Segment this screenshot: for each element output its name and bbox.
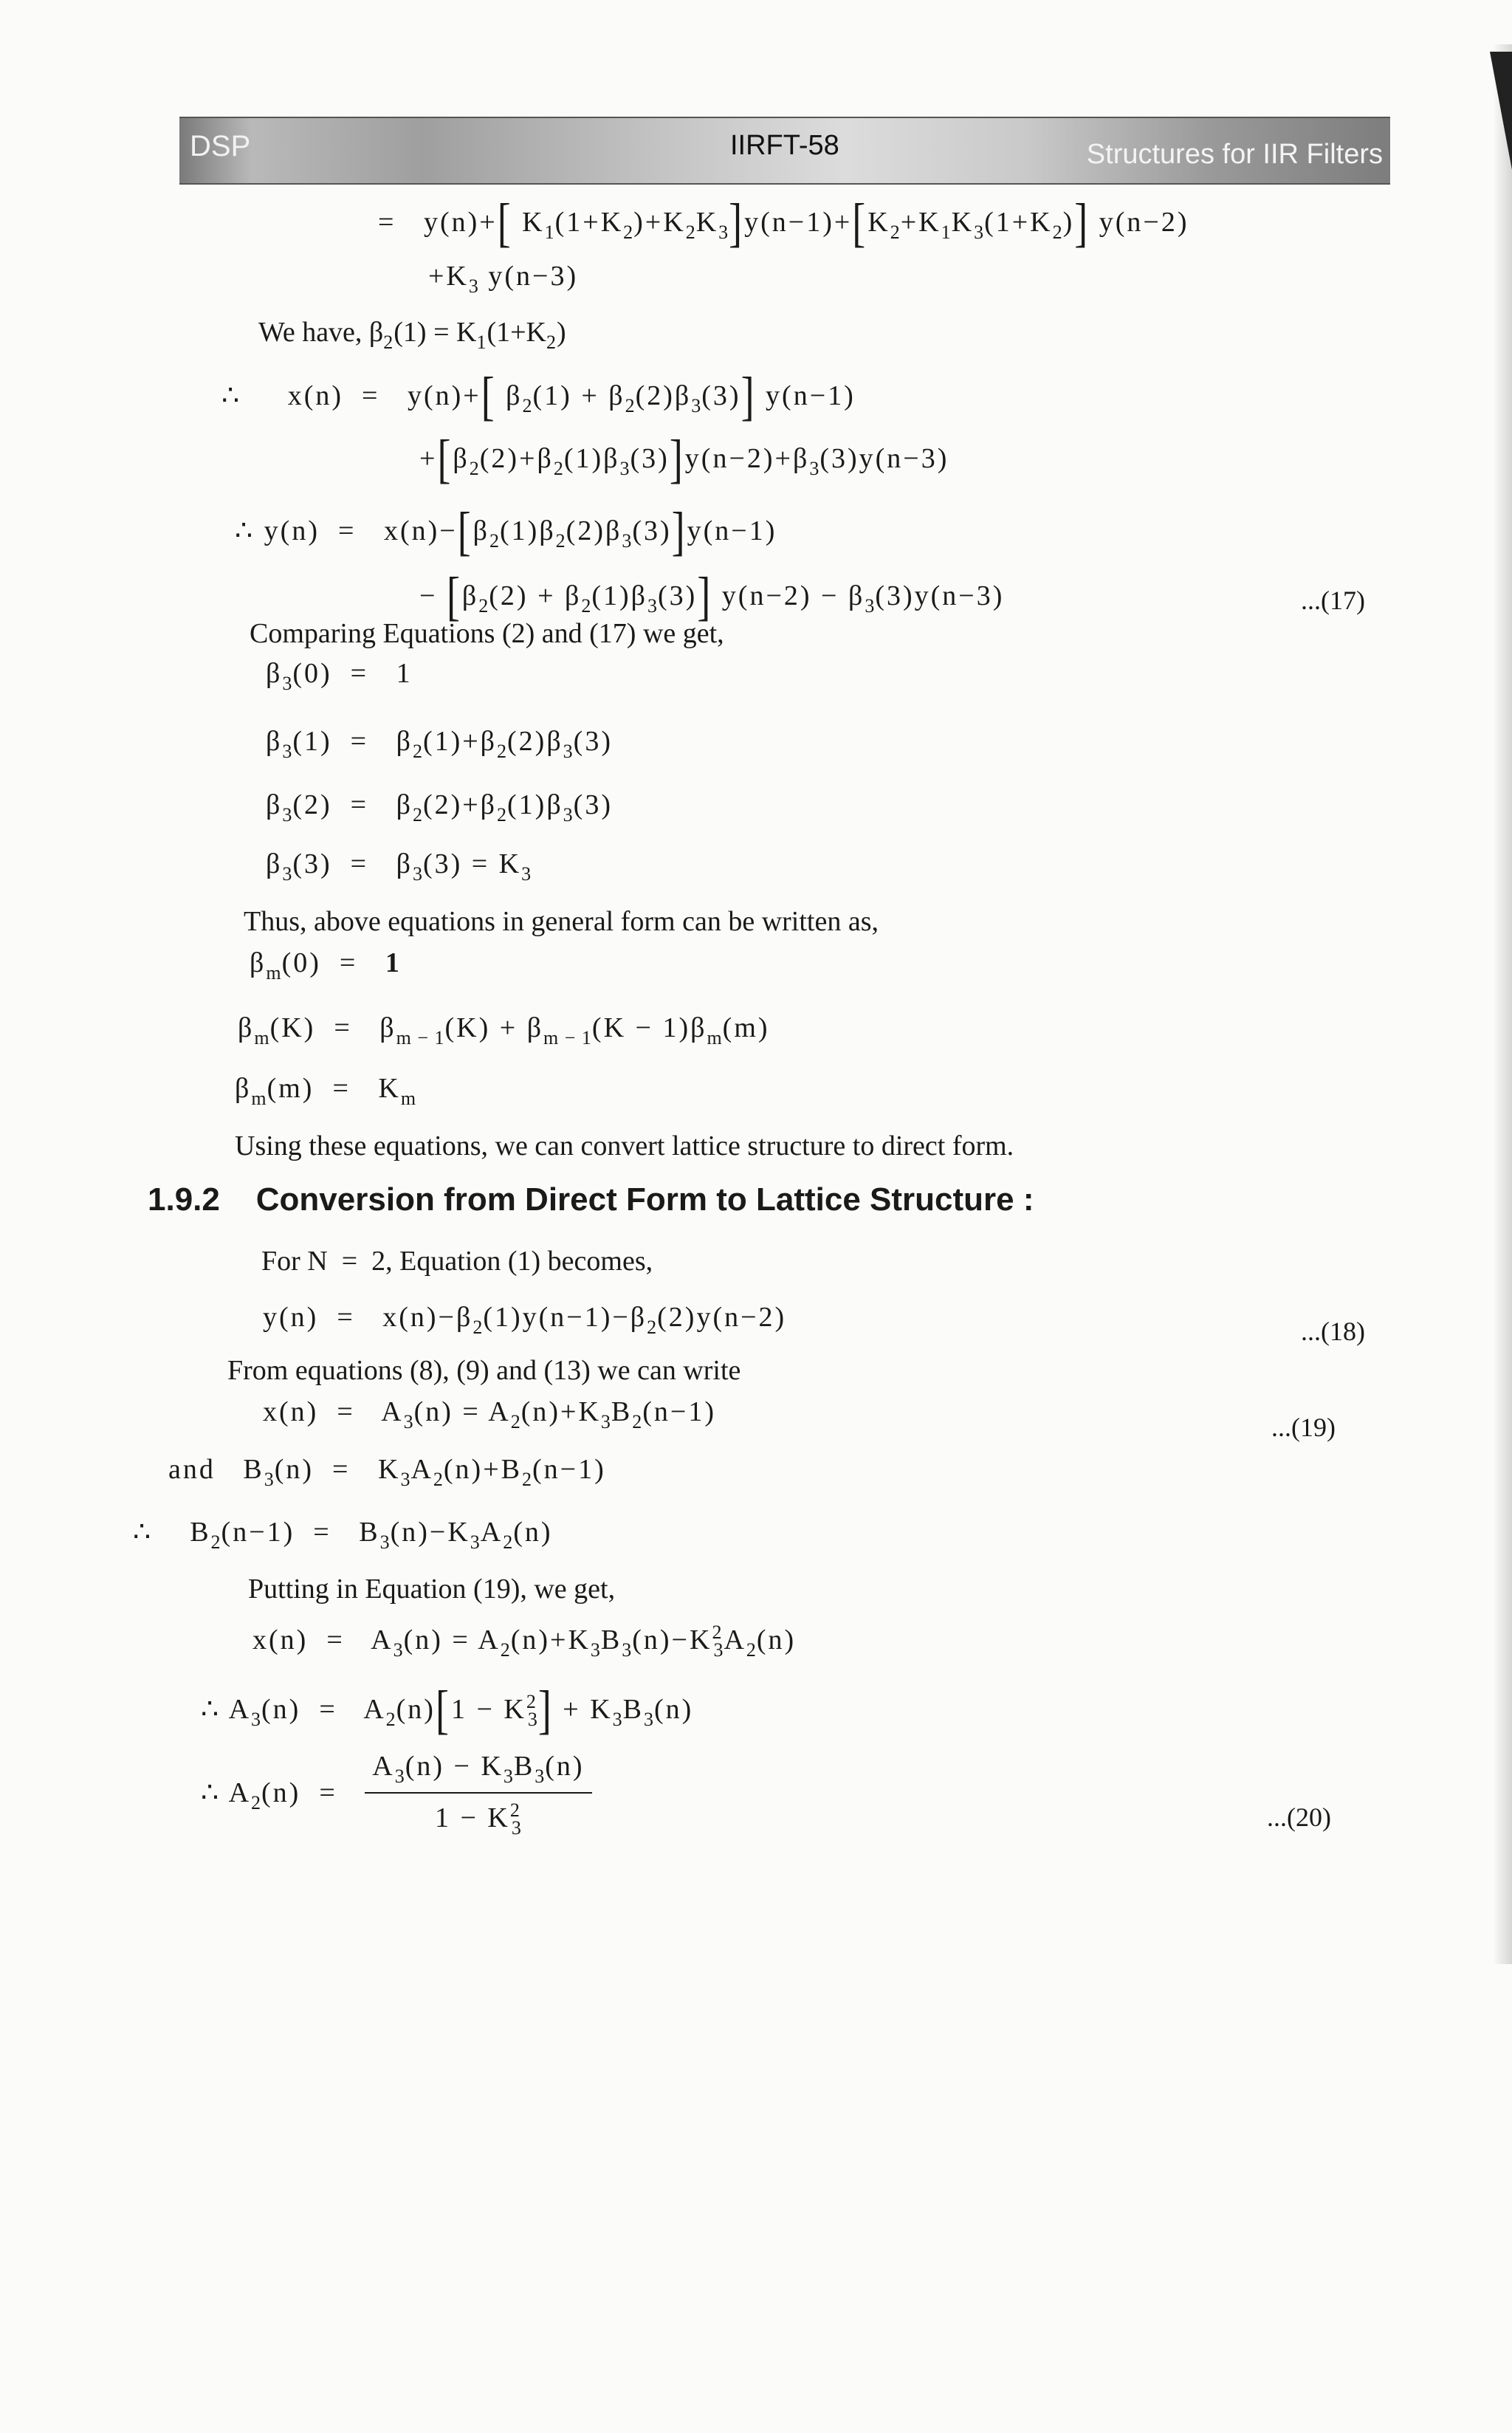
page-corner-mark bbox=[1490, 52, 1512, 170]
section-heading bbox=[148, 1181, 1034, 1218]
section-title: Conversion from Direct Form to Lattice Structure : bbox=[255, 1181, 1034, 1218]
eq-b3: and $B_3(n)$ = $K_3A_2(n)+B_2(n-1)$ bbox=[168, 1454, 606, 1490]
for-n-text: For N = 2, Equation (1) becomes, bbox=[261, 1246, 653, 1277]
eq-number-18: ...(18) bbox=[1301, 1317, 1365, 1346]
from-equations-text: From equations (8), (9) and (13) we can write bbox=[227, 1355, 741, 1386]
eq-number-20: ...(20) bbox=[1267, 1802, 1331, 1832]
beta3-1: $\beta_3(1)$ = $\beta_2(1)+\beta_2(2)\beta_3(3)$ bbox=[266, 726, 613, 762]
using-text: Using these equations, we can convert lattice structure to direct form. bbox=[235, 1130, 1014, 1161]
eq-b2: ∴ $B_2(n-1)$ = $B_3(n)-K_3A_2(n)$ bbox=[133, 1517, 553, 1553]
eq-18: y(n) = $x(n)-\beta_2(1)y(n-1)-\beta_2(2)y(n-2)$ bbox=[263, 1302, 787, 1338]
eq-a3: ∴ $A_3(n)$ = $A_2(n)[1 - K^2_3] + K_3B_3(n)$ bbox=[201, 1679, 694, 1740]
eq-top-line2: $+K_3$ y(n−3) bbox=[428, 261, 579, 297]
comparing-text: Comparing Equations (2) and (17) we get, bbox=[250, 618, 724, 649]
putting-text: Putting in Equation (19), we get, bbox=[248, 1574, 616, 1605]
eq-yn-line1: ∴ y(n) = $x(n)-[\beta_2(1)\beta_2(2)\beta_3(3)]y(n-1)$ bbox=[235, 501, 777, 561]
general-0: $\beta_m(0)$ = 1 bbox=[250, 947, 402, 984]
section-number: 1.9.2 bbox=[148, 1181, 220, 1218]
eq-yn-line2: − $[\beta_2(2) + \beta_2(1)\beta_3(3)] y(n-2) - \beta_3(3)y(n-3)$ bbox=[419, 566, 1005, 626]
page-edge-shadow bbox=[1493, 44, 1512, 1964]
fraction-denominator: $1 - K^2_3$ bbox=[435, 1799, 522, 1839]
general-m: $\beta_m(m)$ = $K_m$ bbox=[235, 1073, 417, 1109]
beta3-0: $\beta_3(0)$ = 1 bbox=[266, 658, 413, 694]
fraction-numerator: $A_3(n) - K_3B_3(n)$ bbox=[365, 1750, 591, 1794]
eq-number-17: ...(17) bbox=[1301, 586, 1365, 615]
fraction bbox=[365, 1750, 591, 1839]
eq-xn-line2: $+[\beta_2(2)+\beta_2(1)\beta_3(3)]y(n-2)+\beta_3(3)y(n-3)$ bbox=[419, 428, 949, 489]
we-have-line: We have, $\beta_2(1) = K_1(1+K_2)$ bbox=[258, 317, 566, 353]
running-header bbox=[179, 117, 1390, 185]
header-page-number: IIRFT-58 bbox=[730, 130, 839, 161]
eq-top-line1: = y(n)+[ $K_1(1+K_2)+K_2K_3]y(n-1)+[K_2+K_1K_3(1+K_2)]$ y(n−2) bbox=[378, 192, 1189, 253]
eq-a2: ∴ $A_2(n)$ = $\frac{A_3(n) - K_3B_3(n)}{1 - K^2_3}$ bbox=[201, 1750, 592, 1839]
thus-text: Thus, above equations in general form can be written as, bbox=[244, 906, 879, 937]
header-chapter: Structures for IIR Filters bbox=[1086, 139, 1383, 170]
beta3-3: $\beta_3(3)$ = $\beta_3(3) = K_3$ bbox=[266, 848, 532, 885]
eq-19: x(n) = $A_3(n) = A_2(n)+K_3B_2(n-1)$ bbox=[263, 1396, 716, 1432]
eq-x-expanded: x(n) = $A_3(n) = A_2(n)+K_3B_3(n)-K^2_3A_2(n)$ bbox=[252, 1622, 797, 1661]
eq-xn-line1: ∴ x(n) = y(n)+[ $\beta_2(1) + \beta_2(2)\beta_3(3)$] y(n−1) bbox=[221, 366, 856, 426]
header-left: DSP bbox=[190, 130, 251, 162]
general-k: $\beta_m(K)$ = $\beta_{m - 1}(K) + \beta_{m - 1}(K - 1)\beta_m(m)$ bbox=[238, 1012, 770, 1049]
eq-number-19: ...(19) bbox=[1271, 1413, 1336, 1442]
beta3-2: $\beta_3(2)$ = $\beta_2(2)+\beta_2(1)\beta_3(3)$ bbox=[266, 789, 613, 826]
